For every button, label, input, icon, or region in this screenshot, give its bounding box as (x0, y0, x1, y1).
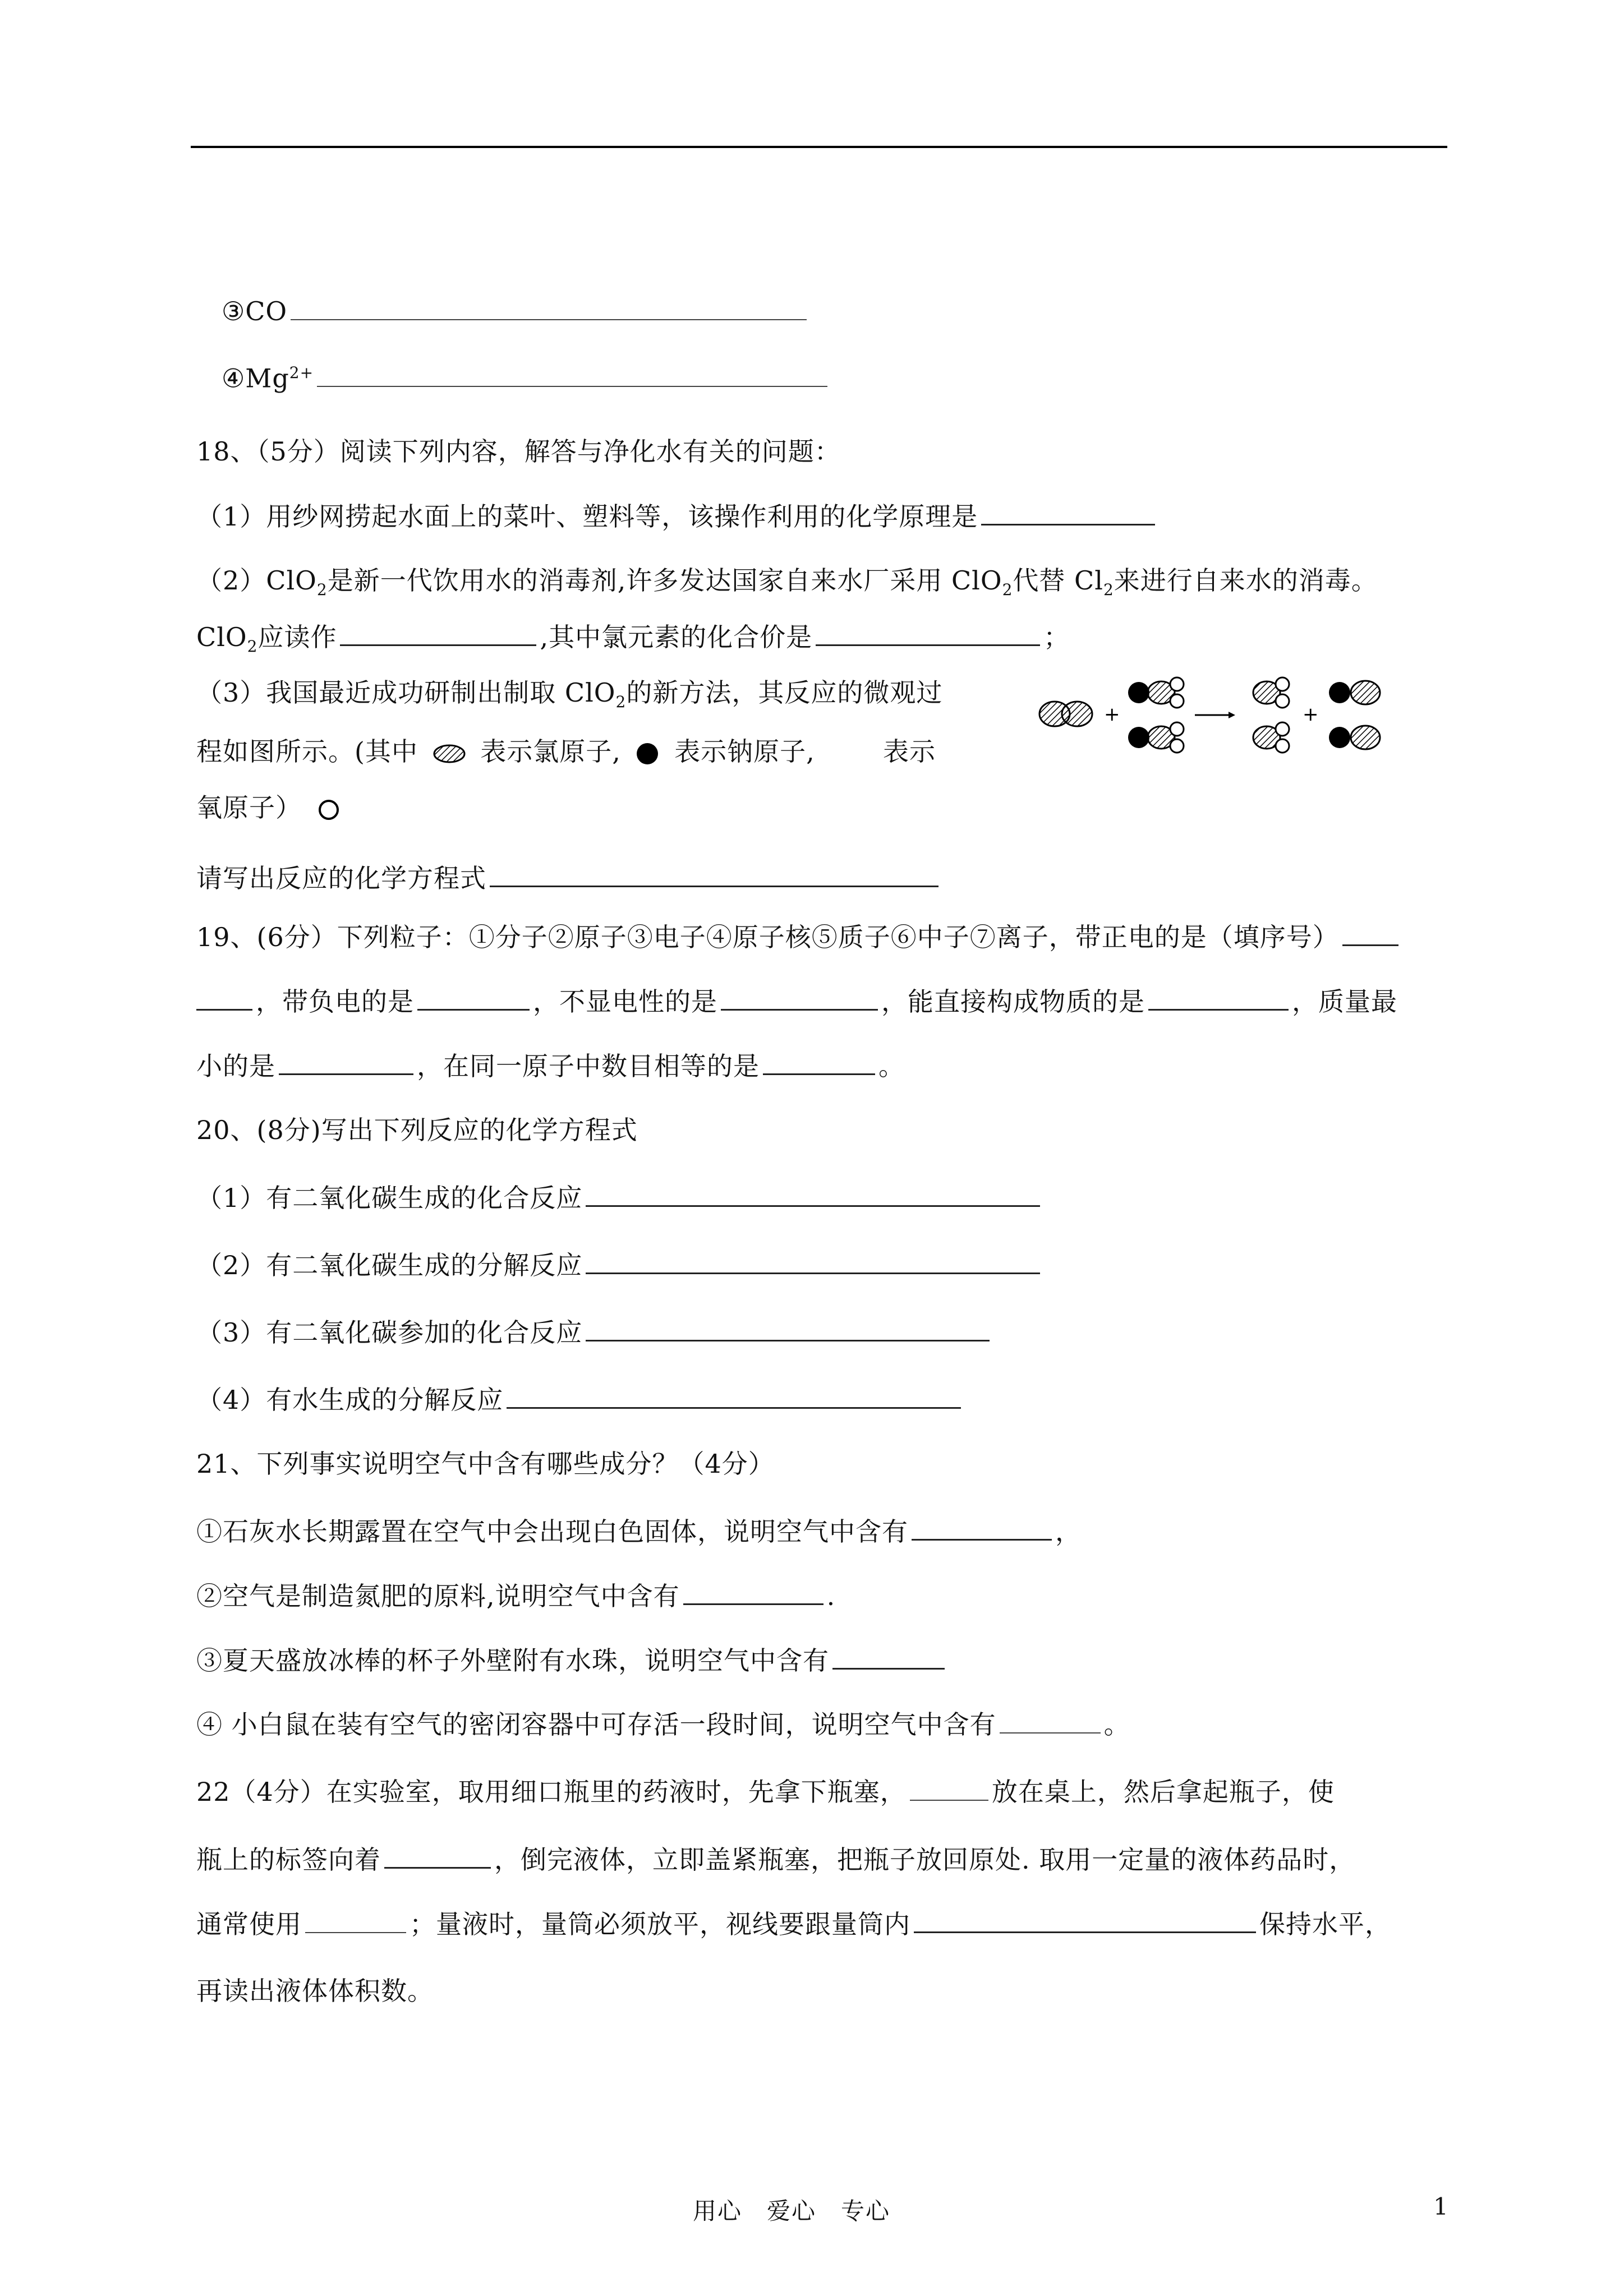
answer-blank[interactable] (340, 620, 536, 646)
plus-sign: + (1104, 703, 1120, 726)
answer-blank[interactable] (507, 1382, 961, 1409)
text: ，质量最 (1292, 986, 1397, 1017)
text: 。 (878, 1051, 905, 1081)
answer-blank[interactable] (1342, 920, 1398, 946)
text: 20、(8分)写出下列反应的化学方程式 (196, 1115, 638, 1145)
text: 来进行自来水的消毒。 (1114, 565, 1378, 596)
q22-line4 (196, 1974, 434, 2008)
subscript: 2 (247, 637, 258, 656)
answer-blank[interactable] (586, 1315, 990, 1341)
text: 表示氯原子, (480, 736, 621, 767)
q18-part2-line2 (196, 620, 1070, 663)
text: 请写出反应的化学方程式 (196, 863, 486, 893)
answer-blank[interactable] (981, 499, 1155, 525)
text: ，在同一原子中数目相等的是 (417, 1051, 760, 1081)
answer-blank[interactable] (586, 1248, 1040, 1274)
plus-sign: + (1303, 703, 1319, 726)
subscript: 2 (615, 693, 627, 712)
text: ④ 小白鼠在装有空气的密闭容器中可存活一段时间，说明空气中含有 (196, 1709, 996, 1740)
sodium-chlorite-molecule-icon (1128, 677, 1184, 708)
text: 氧原子） (196, 792, 302, 823)
text: （2）ClO (196, 565, 317, 596)
text: 表示钠原子, (674, 736, 815, 767)
text: 小的是 (196, 1051, 275, 1081)
q19-line1 (196, 920, 1402, 954)
text: （1）有二氧化碳生成的化合反应 (196, 1183, 583, 1213)
text: ，带负电的是 (256, 986, 414, 1017)
sodium-chloride-molecule-icon (1329, 726, 1380, 749)
sodium-chlorite-molecule-icon (1128, 722, 1184, 753)
text: 表示 (882, 736, 936, 767)
subscript: 2 (1103, 580, 1114, 600)
text: 的新方法，其反应的微观过 (626, 677, 943, 708)
answer-blank[interactable] (721, 984, 878, 1011)
answer-blank[interactable] (279, 1049, 413, 1075)
answer-blank[interactable] (586, 1181, 1040, 1207)
oxygen-atom-icon (316, 797, 341, 822)
text: 代替 Cl (1013, 565, 1103, 596)
text: ； (1043, 622, 1070, 652)
q22-line2 (196, 1842, 1355, 1877)
answer-blank[interactable] (1000, 1708, 1101, 1733)
text: 瓶上的标签向着 (196, 1845, 381, 1875)
q22-line3 (196, 1907, 1391, 1941)
q17-item4-label: ④Mg (222, 363, 289, 394)
q19-line2 (196, 984, 1397, 1018)
q20-item1 (196, 1181, 1043, 1215)
answer-blank[interactable] (417, 984, 530, 1011)
text: ,其中氯元素的化合价是 (540, 622, 813, 652)
q18-part3-line3 (196, 791, 347, 824)
text: ，不显电性的是 (533, 986, 717, 1017)
q21-item2 (196, 1579, 835, 1613)
text: ， (1055, 1516, 1082, 1547)
q18-part2-line1 (196, 564, 1378, 607)
text: （2）有二氧化碳生成的分解反应 (196, 1250, 583, 1280)
text: （3）有二氧化碳参加的化合反应 (196, 1317, 583, 1348)
text: 应读作 (257, 622, 337, 652)
text: 19、(6分）下列粒子：①分子②原子③电子④原子核⑤质子⑥中子⑦离子，带正电的是（填序号） (196, 922, 1339, 952)
q19-line3 (196, 1049, 905, 1083)
answer-blank[interactable] (910, 1775, 988, 1801)
q21-header (196, 1447, 775, 1481)
text: ；量液时，量筒必须放平，视线要跟量筒内 (410, 1909, 910, 1939)
q18-part1 (196, 499, 1158, 533)
reaction-diagram (1032, 676, 1402, 766)
text: （3）我国最近成功研制出制取 ClO (196, 677, 616, 708)
footer-motto: 用心 爱心 专心 (693, 2197, 891, 2225)
answer-blank[interactable] (816, 620, 1040, 646)
text: 21、下列事实说明空气中含有哪些成分？（4分） (196, 1449, 775, 1479)
text: ①石灰水长期露置在空气中会出现白色固体，说明空气中含有 (196, 1516, 908, 1547)
sodium-chloride-molecule-icon (1329, 681, 1380, 704)
text: ，能直接构成物质的是 (881, 986, 1145, 1017)
q20-header (196, 1113, 638, 1147)
q18-part3-line4 (196, 861, 942, 895)
q20-item3 (196, 1315, 993, 1349)
answer-blank[interactable] (291, 294, 807, 320)
text: 放在桌上，然后拿起瓶子，使 (991, 1777, 1335, 1807)
answer-blank[interactable] (490, 861, 938, 887)
q21-item1 (196, 1514, 1082, 1548)
answer-blank[interactable] (683, 1579, 823, 1605)
text: （4）有水生成的分解反应 (196, 1385, 504, 1415)
text: 再读出液体体积数。 (196, 1976, 434, 2006)
q22-line1 (196, 1775, 1335, 1809)
q18-part1-text: （1）用纱网捞起水面上的菜叶、塑料等，该操作利用的化学原理是 (196, 501, 978, 532)
q18-header (196, 435, 841, 468)
q20-item4 (196, 1382, 964, 1417)
charge-superscript: 2+ (289, 363, 314, 382)
text: ，倒完液体，立即盖紧瓶塞，把瓶子放回原处. 取用一定量的液体药品时， (494, 1845, 1356, 1875)
subscript: 2 (1002, 580, 1013, 600)
answer-blank[interactable] (763, 1049, 875, 1075)
q17-item3-label: ③CO (222, 296, 288, 326)
answer-blank[interactable] (305, 1907, 406, 1933)
text: 程如图所示。(其中 (196, 736, 418, 767)
page-number: 1 (1433, 2193, 1450, 2220)
answer-blank[interactable] (384, 1842, 491, 1869)
answer-blank[interactable] (832, 1643, 945, 1670)
answer-blank[interactable] (1148, 984, 1289, 1011)
q18-part3-line2 (196, 735, 936, 768)
header-rule (191, 146, 1447, 148)
q18-header-text: 18、（5分）阅读下列内容，解答与净化水有关的问题： (196, 436, 841, 467)
reaction-arrow-icon (1195, 712, 1235, 718)
text: 通常使用 (196, 1909, 302, 1939)
text: 。 (1103, 1709, 1130, 1740)
q21-item4 (196, 1708, 1130, 1741)
chlorine-atom-icon (433, 744, 466, 764)
text: ClO (196, 622, 247, 652)
text: 是新一代饮用水的消毒剂,许多发达国家自来水厂采用 ClO (327, 565, 1002, 596)
chlorine-dioxide-molecule-icon (1253, 722, 1289, 753)
answer-blank[interactable] (196, 984, 252, 1011)
subscript: 2 (316, 580, 328, 600)
answer-blank[interactable] (914, 1907, 1256, 1933)
chlorine-dioxide-molecule-icon (1253, 677, 1289, 708)
q18-part3-line1 (196, 676, 942, 719)
q17-item3 (222, 294, 810, 328)
answer-blank[interactable] (317, 361, 827, 387)
sodium-atom-icon (635, 741, 660, 766)
answer-blank[interactable] (912, 1514, 1052, 1541)
q21-item3 (196, 1643, 948, 1677)
q17-item4 (222, 356, 831, 395)
text: . (826, 1581, 836, 1611)
text: 保持水平， (1259, 1909, 1391, 1939)
text: ②空气是制造氮肥的原料,说明空气中含有 (196, 1581, 680, 1611)
text: ③夏天盛放冰棒的杯子外壁附有水珠，说明空气中含有 (196, 1645, 829, 1676)
text: 22（4分）在实验室，取用细口瓶里的药液时，先拿下瓶塞， (196, 1777, 907, 1807)
q20-item2 (196, 1248, 1043, 1282)
chlorine-molecule-icon (1039, 702, 1092, 726)
